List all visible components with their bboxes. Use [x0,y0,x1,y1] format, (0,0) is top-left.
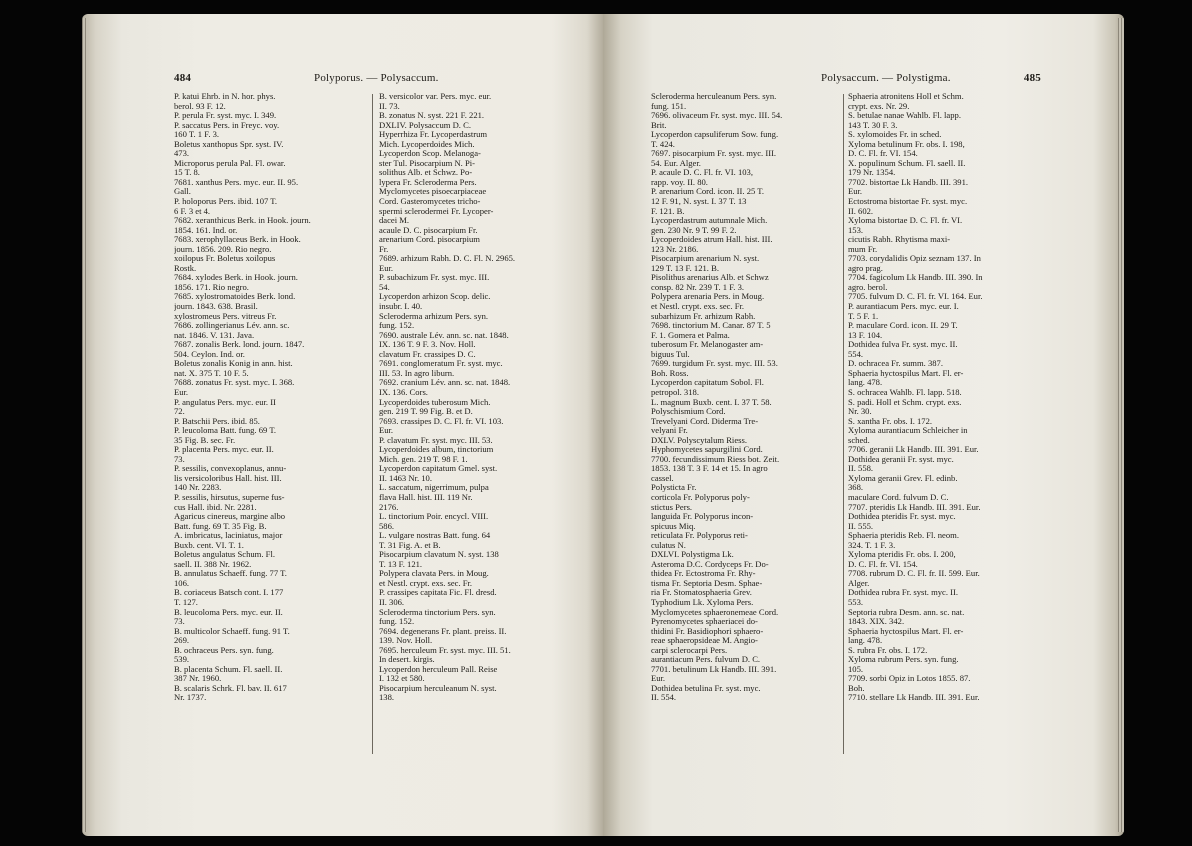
text-line: Pisocarpium arenarium N. syst. [651,254,760,264]
text-line: Polypera arenaria Pers. in Moug. [651,292,765,302]
text-line: Gall. [174,187,191,197]
text-line: 6 F. 3 et 4. [174,206,211,216]
text-line: lis versicoloribus Hall. hist. III. [174,473,282,483]
text-line: Xyloma betulinum Fr. obs. I. 198, [848,139,965,149]
text-line: P. perula Fr. syst. myc. I. 349. [174,111,277,121]
text-line: gen. 230 Nr. 9 T. 99 F. 2. [651,225,737,235]
text-line: acaule D. C. pisocarpium Fr. [379,225,478,235]
text-line: Eur. [379,426,394,436]
text-line: 143 T. 30 F. 3. [848,120,898,130]
text-line: II. 558. [848,464,874,474]
page-edges-left [82,18,88,832]
text-line: Nr. 1737. [174,693,207,703]
text-line: 7690. australe Lév. ann. sc. nat. 1848. [379,330,509,340]
text-line: 153. [848,225,864,235]
text-line: 7685. xylostromatoides Berk. lond. [174,292,296,302]
text-line: Septoria rubra Desm. ann. sc. nat. [848,607,965,617]
text-line: 7704. fagicolum Lk Handb. III. 390. In [848,273,983,283]
text-line: Xyloma rubrum Pers. syn. fung. [848,655,959,665]
text-line: journ. 1856. 209. Rio negro. [174,244,272,254]
text-line: T. 424. [651,139,675,149]
text-line: F. 1. Gomera et Palma. [651,330,730,340]
text-line: T. 5 F. 1. [848,311,879,321]
text-line: 13 F. 104. [848,330,883,340]
text-line: fung. 152. [379,617,415,627]
text-line: Xyloma pteridis Fr. obs. I. 200, [848,550,956,560]
text-line: languida Fr. Polyporus incon- [651,512,754,522]
text-line: 7701. betulinum Lk Handb. III. 391. [651,664,777,674]
text-line: Hyperrhiza Fr. Lycoperdastrum [379,130,488,140]
text-line: Eur. [848,187,863,197]
text-line: 12 F. 91, N. syst. I. 37 T. 13 [651,197,747,207]
text-line: II. 602. [848,206,874,216]
text-line: P. subachizum Fr. syst. myc. III. [379,273,490,283]
text-line: 1854. 161. Ind. or. [174,225,238,235]
text-line: Lycoperdon capsuliferum Sow. fung. [651,130,779,140]
text-line: Ectostroma bistortae Fr. syst. myc. [848,197,968,207]
text-line: saell. II. 388 Nr. 1962. [174,559,252,569]
text-line: Sphaeria hyctospilus Mart. Fl. er- [848,626,964,636]
text-line: 7692. cranium Lév. ann. sc. nat. 1848. [379,378,511,388]
text-line: Sphaeria pteridis Reb. Fl. neom. [848,531,959,541]
text-line: 7702. bistortae Lk Handb. III. 391. [848,177,969,187]
text-line: In desert. kirgis. [379,655,435,665]
text-line: Pisolithus arenarius Alb. et Schwz [651,273,769,283]
text-line: culatus N. [651,540,686,550]
text-line: B. annulatus Schaeff. fung. 77 T. [174,569,287,579]
text-line: 2176. [379,502,399,512]
text-line: A. imbricatus, laciniatus, major [174,531,283,541]
text-line: B. multicolor Schaeff. fung. 91 T. [174,626,290,636]
text-line: Dothidea pteridis Fr. syst. myc. [848,512,956,522]
text-line: petropol. 318. [651,387,699,397]
text-line: crypt. exs. Nr. 29. [848,101,910,111]
text-line: 7694. degenerans Fr. plant. preiss. II. [379,626,507,636]
text-line: 54. [379,282,390,292]
text-column-left-2 [379,92,567,782]
text-line: 7686. zollingerianus Lév. ann. sc. [174,321,290,331]
text-line: Sphaeria hyctospilus Mart. Fl. er- [848,368,964,378]
text-line: xylostromeus Pers. vitreus Fr. [174,311,277,321]
text-line: Scleroderma tinctorium Pers. syn. [379,607,496,617]
text-line: Lycoperdoides atrum Hall. hist. III. [651,235,773,245]
text-line: flava Hall. hist. III. 119 Nr. [379,492,473,502]
text-line: agro. berol. [848,282,888,292]
text-line: Myclomycetes sphaeronemeae Cord. [651,607,779,617]
text-line: 138. [379,693,395,703]
text-line: 129 T. 13 F. 121. B. [651,263,719,273]
text-line: T. 13 F. 121. [379,559,423,569]
text-line: cus Hall. ibid. Nr. 2281. [174,502,257,512]
text-line: IX. 136. Cors. [379,387,428,397]
text-line: I. 132 et 580. [379,674,425,684]
text-line: 7697. pisocarpium Fr. syst. myc. III. [651,149,777,159]
text-line: insubr. I. 40. [379,302,423,312]
text-line: Boh. [848,683,865,693]
text-line: 553. [848,597,864,607]
text-line: clavatum Fr. crassipes D. C. [379,349,476,359]
text-line: cassel. [651,473,674,483]
text-line: 54. Eur. Alger. [651,158,701,168]
text-line: 1853. 138 T. 3 F. 14 et 15. In agro [651,464,768,474]
text-line: Lycoperdon herculeum Pall. Reise [379,664,498,674]
text-line: DXLVI. Polystigma Lk. [651,550,734,560]
text-line: Lycoperdon capitatum Sobol. Fl. [651,378,764,388]
text-line: Pisocarpium herculeanum N. syst. [379,683,497,693]
right-page [603,14,1124,836]
text-line: P. arenarium Cord. icon. II. 25 T. [651,187,765,197]
text-line: Polyschismium Cord. [651,407,726,417]
text-line: Cord. Gasteromycetes tricho- [379,197,481,207]
text-line: Xyloma bistortae D. C. Fl. fr. VI. [848,216,963,226]
text-line: P. angulatus Pers. myc. eur. II [174,397,276,407]
page-number-left: 484 [174,72,192,84]
text-line: 35 Fig. B. sec. Fr. [174,435,236,445]
column-divider-left [372,94,373,754]
text-line: xoilopus Fr. Boletus xoilopus [174,254,276,264]
text-line: II. 555. [848,521,874,531]
text-line: Polypera clavata Pers. in Moug. [379,569,489,579]
text-line: consp. 82 Nr. 239 T. 1 F. 3. [651,282,745,292]
text-line: II. 73. [379,101,400,111]
text-line: Asteroma D.C. Cordyceps Fr. Do- [651,559,769,569]
text-line: P. crassipes capitata Fic. Fl. dresd. [379,588,497,598]
text-line: S. padi. Holl et Schm. crypt. exs. [848,397,962,407]
text-line: lang. 478. [848,378,883,388]
text-line: 387 Nr. 1960. [174,674,222,684]
text-line: ster Tul. Pisocarpium N. Pi- [379,158,475,168]
text-line: 15 T. 8. [174,168,200,178]
text-column-right-2 [848,92,1036,782]
text-line: Lycoperdastrum autumnale Mich. [651,216,768,226]
text-line: P. maculare Cord. icon. II. 29 T. [848,321,958,331]
text-line: Lycoperdoides album, tinctorium [379,445,494,455]
text-line: 1856. 171. Rio negro. [174,282,249,292]
left-page [82,14,603,836]
text-line: Eur. [651,674,666,684]
text-line: Dothidea geranii Fr. syst. myc. [848,454,954,464]
text-line: 139. Nov. Holl. [379,636,433,646]
text-line: 504. Ceylon. Ind. or. [174,349,245,359]
text-line: 554. [848,349,864,359]
text-line: Myclomycetes pisoecarpiaceae [379,187,487,197]
text-line: Typhodium Lk. Xyloma Pers. [651,597,754,607]
text-line: Trevelyani Cord. Diderma Tre- [651,416,759,426]
text-line: P. aurantiacum Pers. myc. eur. I. [848,302,959,312]
text-line: P. placenta Pers. myc. eur. II. [174,445,274,455]
text-line: 160 T. 1 F. 3. [174,130,220,140]
text-line: Agaricus cinereus, margine albo [174,512,286,522]
text-line: P. leucoloma Batt. fung. 69 T. [174,426,277,436]
text-line: Eur. [174,387,189,397]
text-line: biguus Tul. [651,349,690,359]
text-line: Lycoperdon capitatum Gmel. syst. [379,464,498,474]
text-line: fung. 152. [379,321,415,331]
text-line: 1843. XIX. 342. [848,617,905,627]
text-line: L. tinctorium Poir. encycl. VIII. [379,512,489,522]
text-line: reae sphaeropsideae M. Angio- [651,636,758,646]
text-line: Boh. Ross. [651,368,689,378]
text-line: subarhizum Fr. arhizum Rabh. [651,311,756,321]
text-line: D. C. Fl. fr. VI. 154. [848,559,918,569]
page-number-right: 485 [1023,72,1041,84]
text-line: 7699. turgidum Fr. syst. myc. III. 53. [651,359,778,369]
text-line: II. 554. [651,693,677,703]
text-line: 269. [174,636,190,646]
text-line: Xyloma geranii Grev. Fl. edinb. [848,473,958,483]
text-line: P. Batschii Pers. ibid. 85. [174,416,260,426]
text-line: Boletus xanthopus Spr. syst. IV. [174,139,284,149]
text-line: nat. X. 375 T. 10 F. 5. [174,368,249,378]
text-line: 7691. conglomeratum Fr. syst. myc. [379,359,503,369]
text-line: B. scalaris Schrk. Fl. bav. II. 617 [174,683,287,693]
text-line: tisma Fr. Septoria Desm. Sphae- [651,578,763,588]
text-line: 7683. xerophyllaceus Berk. in Hook. [174,235,301,245]
text-line: spermi sclerodermei Fr. Lycoper- [379,206,494,216]
text-line: X. populinum Schum. Fl. saell. II. [848,158,966,168]
open-book [82,14,1124,836]
text-line: Batt. fung. 69 T. 35 Fig. B. [174,521,267,531]
text-line: 7698. tinctorium M. Canar. 87 T. 5 [651,321,771,331]
text-line: B. placenta Schum. Fl. saell. II. [174,664,283,674]
running-title-left: Polyporus. — Polysaccum. [314,72,439,84]
text-line: P. acaule D. C. Fl. fr. VI. 103, [651,168,754,178]
text-line: P. sessilis, convexoplanus, annu- [174,464,287,474]
text-line: Xyloma aurantiacum Schleicher in [848,426,968,436]
text-line: P. holoporus Pers. ibid. 107 T. [174,197,278,207]
text-line: aurantiacum Pers. fulvum D. C. [651,655,761,665]
text-line: 7700. fecundissimum Riess bot. Zeit. [651,454,780,464]
text-line: 368. [848,483,864,493]
text-line: tuberosum Fr. Melanogaster am- [651,340,764,350]
text-line: F. 121. B. [651,206,685,216]
text-line: nat. 1846. V. 131. Java. [174,330,255,340]
text-line: P. clavatum Fr. syst. myc. III. 53. [379,435,493,445]
running-title-right: Polysaccum. — Polystigma. [821,72,951,84]
text-line: 7710. stellare Lk Handb. III. 391. Eur. [848,693,980,703]
text-line: 473. [174,149,190,159]
text-line: Eur. [379,263,394,273]
text-line: Hyphomycetes sapurgilini Cord. [651,445,763,455]
text-line: Boletus angulatus Schum. Fl. [174,550,275,560]
text-line: B. versicolor var. Pers. myc. eur. [379,92,492,101]
text-line: 105. [848,664,864,674]
text-line: S. xylomoides Fr. in sched. [848,130,942,140]
text-line: 7707. pteridis Lk Handb. III. 391. Eur. [848,502,981,512]
text-line: Pisocarpium clavatum N. syst. 138 [379,550,499,560]
text-line: Nr. 30. [848,407,872,417]
text-line: Fr. [379,244,389,254]
text-line: Mich. gen. 219 T. 98 F. 1. [379,454,468,464]
text-line: 586. [379,521,395,531]
text-line: Microporus perula Pal. Fl. owar. [174,158,286,168]
text-line: 7696. olivaceum Fr. syst. myc. III. 54. [651,111,783,121]
text-column-left-1 [174,92,362,782]
text-column-right-1 [651,92,839,782]
text-line: S. ochracea Wahlb. Fl. lapp. 518. [848,387,962,397]
text-line: velyani Fr. [651,426,688,436]
text-line: S. rubra Fr. obs. I. 172. [848,645,928,655]
text-line: 7681. xanthus Pers. myc. eur. II. 95. [174,177,299,187]
text-line: Lycoperdon arhizon Scop. delic. [379,292,491,302]
text-line: P. saccatus Pers. in Freyc. voy. [174,120,280,130]
text-line: journ. 1843. 638. Brasil. [174,302,258,312]
text-line: spicuus Miq. [651,521,696,531]
page-edges-right [1118,18,1124,832]
text-line: Dothidea fulva Fr. syst. myc. II. [848,340,958,350]
text-line: S. xantha Fr. obs. I. 172. [848,416,933,426]
text-line: B. leucoloma Pers. myc. eur. II. [174,607,283,617]
text-line: 7705. fulvum D. C. Fl. fr. VI. 164. Eur. [848,292,983,302]
text-line: Lycoperdon Scop. Melanoga- [379,149,481,159]
text-line: 72. [174,407,185,417]
text-line: ria Fr. Stomatosphaeria Grev. [651,588,752,598]
text-line: 73. [174,454,185,464]
text-line: 7684. xylodes Berk. in Hook. journ. [174,273,298,283]
text-line: Polysticta Fr. [651,483,697,493]
text-line: et Nestl. crypt. exs. sec. Fr. [651,302,745,312]
text-line: P. sessilis, hirsutus, superne fus- [174,492,285,502]
text-line: Mich. Lycoperdoides Mich. [379,139,475,149]
text-line: 7687. zonalis Berk. lond. journ. 1847. [174,340,305,350]
text-line: sched. [848,435,870,445]
text-line: thidea Fr. Ectostroma Fr. Rhy- [651,569,756,579]
text-line: 7709. sorbi Opiz in Lotos 1855. 87. [848,674,971,684]
text-line: arenarium Cord. pisocarpium [379,235,480,245]
text-line: et Nestl. crypt. exs. sec. Fr. [379,578,473,588]
text-line: 73. [174,617,185,627]
text-line: 106. [174,578,190,588]
text-line: 7708. rubrum D. C. Fl. fr. II. 599. Eur. [848,569,980,579]
text-line: corticola Fr. Polyporus poly- [651,492,750,502]
text-line: DXLIV. Polysaccum D. C. [379,120,471,130]
text-line: 123 Nr. 2186. [651,244,699,254]
text-line: 7682. xeranthicus Berk. in Hook. journ. [174,216,311,226]
text-line: B. coriaceus Batsch cont. I. 177 [174,588,284,598]
text-line: Lycoperdoides tuberosum Mich. [379,397,491,407]
text-line: Dothidea rubra Fr. syst. myc. II. [848,588,959,598]
text-line: Scleroderma arhizum Pers. syn. [379,311,489,321]
text-line: 7706. geranii Lk Handb. III. 391. Eur. [848,445,979,455]
text-line: lang. 478. [848,636,883,646]
text-line: rapp. voy. II. 80. [651,177,708,187]
text-line: Dothidea betulina Fr. syst. myc. [651,683,761,693]
text-line: B. zonatus N. syst. 221 F. 221. [379,111,485,121]
text-line: carpi sclerocarpi Pers. [651,645,728,655]
text-line: 7688. zonatus Fr. syst. myc. I. 368. [174,378,295,388]
text-line: T. 31 Fig. A. et B. [379,540,441,550]
text-line: DXLV. Polyscytalum Riess. [651,435,747,445]
text-line: 539. [174,655,190,665]
text-line: D. ochracea Fr. summ. 387. [848,359,943,369]
text-line: L. magnum Buxb. cent. I. 37 T. 58. [651,397,772,407]
text-line: II. 1463 Nr. 10. [379,473,432,483]
text-line: Sphaeria atronitens Holl et Schm. [848,92,964,101]
text-line: B. ochraceus Pers. syn. fung. [174,645,274,655]
column-divider-right [843,94,844,754]
text-line: Boletus zonalis Konig in ann. hist. [174,359,293,369]
text-line: reticulata Fr. Polyporus reti- [651,531,748,541]
text-line: thidini Fr. Basidiophori sphaero- [651,626,764,636]
text-line: III. 53. In agro liburn. [379,368,455,378]
text-line: stictus Pers. [651,502,693,512]
text-line: Pyrenomycetes sphaeriacei do- [651,617,758,627]
text-line: Buxb. cent. VI. T. 1. [174,540,244,550]
text-line: 7695. herculeum Fr. syst. myc. III. 51. [379,645,511,655]
text-line: L. vulgare nostras Batt. fung. 64 [379,531,491,541]
text-line: maculare Cord. fulvum D. C. [848,492,949,502]
text-line: D. C. Fl. fr. VI. 154. [848,149,918,159]
text-line: 140 Nr. 2283. [174,483,222,493]
text-line: 324. T. 1 F. 3. [848,540,896,550]
text-line: 7693. crassipes D. C. Fl. fr. VI. 103. [379,416,504,426]
text-line: 179 Nr. 1354. [848,168,896,178]
text-line: Brit. [651,120,667,130]
text-line: 7689. arhizum Rabh. D. C. Fl. N. 2965. [379,254,516,264]
text-line: IX. 136 T. 9 F. 3. Nov. Holl. [379,340,476,350]
text-line: mum Fr. [848,244,878,254]
text-line: dacei M. [379,216,410,226]
text-line: Alger. [848,578,870,588]
text-line: berol. 93 F. 12. [174,101,226,111]
text-line: agro prag. [848,263,883,273]
text-line: T. 127. [174,597,198,607]
text-line: S. betulae nanae Wahlb. Fl. lapp. [848,111,961,121]
text-line: cicutis Rabh. Rhytisma maxi- [848,235,951,245]
text-line: Rostk. [174,263,197,273]
text-line: 7703. corydalidis Opiz seznam 137. In [848,254,981,264]
text-line: P. katui Ehrb. in N. hor. phys. [174,92,276,101]
text-line: L. saccatum, nigerrimum, pulpa [379,483,489,493]
text-line: solithus Alb. et Schwz. Po- [379,168,473,178]
text-line: Scleroderma herculeanum Pers. syn. [651,92,777,101]
text-line: lypera Fr. Scleroderma Pers. [379,177,477,187]
text-line: fung. 151. [651,101,687,111]
text-line: II. 306. [379,597,405,607]
text-line: gen. 219 T. 99 Fig. B. et D. [379,407,473,417]
